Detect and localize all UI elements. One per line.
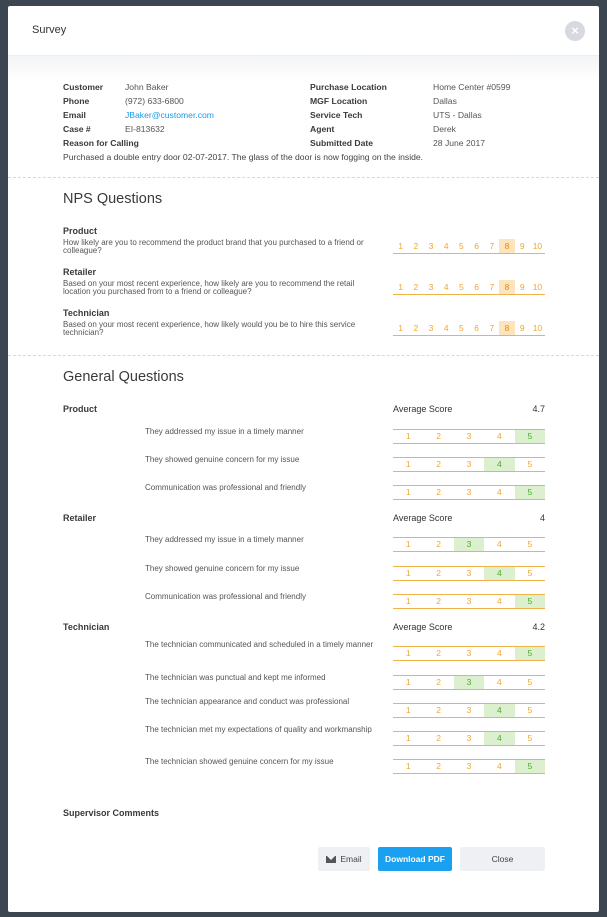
nps-heading: NPS Questions	[63, 191, 163, 207]
rating-option[interactable]: 2	[436, 487, 441, 497]
rating-option[interactable]: 5	[459, 282, 464, 292]
general-question: They addressed my issue in a timely manner	[145, 427, 304, 436]
general-question: Communication was professional and friendly	[145, 483, 306, 492]
email-label: Email	[63, 110, 86, 120]
rating-option[interactable]: 3	[466, 459, 472, 469]
rating-option[interactable]: 7	[489, 241, 495, 251]
rating-option[interactable]: 2	[436, 705, 441, 715]
agent-label: Agent	[310, 124, 335, 134]
rating-option[interactable]: 3	[466, 705, 472, 715]
general-category: Retailer	[63, 513, 97, 523]
rating-option[interactable]: 6	[474, 323, 479, 333]
general-rating-scale	[393, 485, 545, 500]
rating-option[interactable]: 6	[474, 241, 479, 251]
download-pdf-button[interactable]: Download PDF	[378, 847, 452, 871]
rating-option[interactable]: 4	[484, 732, 514, 745]
general-question: Communication was professional and friendly	[145, 592, 306, 601]
rating-option[interactable]: 2	[436, 459, 441, 469]
general-category: Technician	[63, 622, 110, 632]
rating-option[interactable]: 5	[527, 705, 533, 715]
service-tech-value: UTS - Dallas	[433, 110, 482, 120]
rating-option[interactable]: 10	[532, 241, 543, 251]
rating-option[interactable]: 2	[436, 677, 441, 687]
email-link[interactable]: JBaker@customer.com	[125, 110, 214, 120]
nps-category: Product	[63, 226, 98, 236]
rating-option[interactable]: 4	[497, 596, 502, 606]
general-rating-scale	[393, 731, 545, 746]
rating-option[interactable]: 5	[527, 677, 533, 687]
rating-option[interactable]: 1	[398, 241, 403, 251]
average-score	[393, 513, 545, 523]
average-score-label: Average Score	[393, 404, 453, 414]
average-score-value: 4	[539, 513, 545, 523]
email-button[interactable]	[318, 847, 370, 871]
rating-option[interactable]: 2	[436, 761, 441, 771]
rating-option[interactable]: 1	[398, 282, 403, 292]
average-score	[393, 404, 545, 414]
rating-option[interactable]: 4	[497, 431, 502, 441]
rating-option[interactable]: 10	[532, 323, 543, 333]
rating-option[interactable]: 7	[489, 282, 495, 292]
submitted-date-label: Submitted Date	[310, 138, 374, 148]
submitted-date-value: 28 June 2017	[433, 138, 486, 148]
customer-value: John Baker	[125, 82, 169, 92]
rating-option[interactable]: 3	[466, 733, 472, 743]
rating-option[interactable]: 1	[405, 761, 411, 771]
rating-option[interactable]: 1	[405, 539, 411, 549]
case-number-label: Case #	[63, 124, 91, 134]
nps-category: Retailer	[63, 267, 97, 277]
rating-option[interactable]: 3	[466, 568, 472, 578]
agent-value: Derek	[433, 124, 456, 134]
rating-option[interactable]: 2	[413, 241, 419, 251]
rating-option[interactable]: 4	[484, 567, 514, 580]
average-score	[393, 622, 545, 632]
rating-option[interactable]: 6	[474, 282, 479, 292]
rating-option[interactable]: 2	[436, 539, 441, 549]
rating-option[interactable]: 9	[519, 282, 525, 292]
rating-option[interactable]: 5	[527, 568, 533, 578]
reason-label: Reason for Calling	[63, 138, 139, 148]
rating-option[interactable]: 4	[443, 282, 449, 292]
rating-option[interactable]: 7	[489, 323, 495, 333]
general-rating-scale	[393, 759, 545, 774]
case-number-value: EI-813632	[125, 124, 165, 134]
rating-option[interactable]: 1	[405, 596, 411, 606]
rating-option[interactable]: 1	[405, 705, 411, 715]
nps-rating-scale	[393, 239, 545, 254]
mgf-location-value: Dallas	[433, 96, 457, 106]
rating-option[interactable]: 5	[515, 430, 545, 443]
rating-option[interactable]: 3	[466, 487, 472, 497]
average-score-value: 4.2	[532, 622, 545, 632]
rating-option[interactable]: 3	[466, 431, 472, 441]
rating-option[interactable]: 2	[436, 596, 441, 606]
general-rating-scale	[393, 594, 545, 609]
rating-option[interactable]: 4	[497, 539, 502, 549]
general-rating-scale	[393, 646, 545, 661]
general-rating-scale	[393, 537, 545, 552]
envelope-icon	[326, 856, 336, 863]
rating-option[interactable]: 1	[405, 431, 411, 441]
general-question: The technician met my expectations of quality and workmanship	[145, 725, 372, 734]
general-heading: General Questions	[63, 369, 184, 385]
reason-note: Purchased a double entry door 02-07-2017. The glass of the door is now fogging on the inside.	[63, 152, 424, 162]
mgf-location-label: MGF Location	[310, 96, 368, 106]
general-category: Product	[63, 404, 98, 414]
rating-option[interactable]: 3	[466, 761, 472, 771]
email-button-label: Email	[340, 854, 362, 864]
nps-category: Technician	[63, 308, 110, 318]
average-score-label: Average Score	[393, 622, 453, 632]
rating-option[interactable]: 3	[466, 648, 472, 658]
general-question: They showed genuine concern for my issue	[145, 564, 300, 573]
rating-option[interactable]: 5	[527, 539, 533, 549]
rating-option[interactable]: 2	[413, 282, 419, 292]
rating-option[interactable]: 3	[428, 241, 434, 251]
rating-option[interactable]: 4	[484, 458, 514, 471]
rating-option[interactable]: 3	[454, 538, 484, 551]
nps-rating-scale	[393, 280, 545, 295]
rating-option[interactable]: 5	[515, 595, 545, 608]
rating-option[interactable]: 5	[459, 323, 464, 333]
general-question: They addressed my issue in a timely manner	[145, 535, 304, 544]
general-rating-scale	[393, 429, 545, 444]
rating-option[interactable]: 1	[398, 323, 403, 333]
rating-option[interactable]: 2	[436, 648, 441, 658]
modal-title: Survey	[32, 24, 67, 36]
rating-option[interactable]: 5	[515, 486, 545, 499]
rating-option[interactable]: 2	[436, 733, 441, 743]
divider	[8, 177, 599, 178]
rating-option[interactable]: 3	[428, 323, 434, 333]
rating-option[interactable]: 2	[436, 431, 441, 441]
rating-option[interactable]: 5	[459, 241, 464, 251]
rating-option[interactable]: 8	[499, 280, 514, 294]
rating-option[interactable]: 4	[497, 648, 502, 658]
phone-value: (972) 633-6800	[125, 96, 184, 106]
customer-label: Customer	[63, 82, 104, 92]
general-question: The technician showed genuine concern for my issue	[145, 757, 334, 766]
rating-option[interactable]: 4	[497, 761, 502, 771]
rating-option[interactable]: 4	[443, 241, 449, 251]
modal-header	[8, 6, 599, 56]
rating-option[interactable]: 1	[405, 677, 411, 687]
rating-option[interactable]: 1	[405, 733, 411, 743]
rating-option[interactable]: 1	[405, 648, 411, 658]
purchase-location-label: Purchase Location	[310, 82, 387, 92]
close-icon[interactable]: ×	[565, 21, 585, 41]
nps-rating-scale	[393, 321, 545, 336]
average-score-label: Average Score	[393, 513, 453, 523]
service-tech-label: Service Tech	[310, 110, 363, 120]
supervisor-comments-label: Supervisor Comments	[63, 808, 160, 818]
general-question: The technician communicated and scheduled in a timely manner	[145, 640, 374, 649]
rating-option[interactable]: 1	[405, 487, 411, 497]
general-question: The technician appearance and conduct was professional	[145, 697, 350, 706]
rating-option[interactable]: 5	[527, 459, 533, 469]
rating-option[interactable]: 1	[405, 459, 411, 469]
general-rating-scale	[393, 457, 545, 472]
survey-modal	[8, 6, 599, 912]
case-info	[63, 82, 553, 162]
rating-option[interactable]: 10	[532, 282, 543, 292]
rating-option[interactable]: 2	[413, 323, 419, 333]
rating-option[interactable]: 5	[527, 733, 533, 743]
rating-option[interactable]: 9	[519, 323, 525, 333]
rating-option[interactable]: 3	[454, 676, 484, 689]
general-question: The technician was punctual and kept me informed	[145, 673, 326, 682]
purchase-location-value: Home Center #0599	[433, 82, 511, 92]
general-rating-scale	[393, 675, 545, 690]
rating-option[interactable]: 3	[428, 282, 434, 292]
rating-option[interactable]: 8	[499, 321, 514, 335]
general-rating-scale	[393, 566, 545, 581]
average-score-value: 4.7	[532, 404, 545, 414]
general-question: They showed genuine concern for my issue	[145, 455, 300, 464]
rating-option[interactable]: 8	[499, 239, 514, 253]
nps-question: Based on your most recent experience, how likely are you to recommend the retail location you purchased from to a friend or colleague?	[63, 279, 355, 296]
nps-question: Based on your most recent experience, how likely would you be to hire this service technician?	[63, 320, 356, 337]
general-rating-scale	[393, 703, 545, 718]
rating-option[interactable]: 5	[515, 647, 545, 660]
rating-option[interactable]: 9	[519, 241, 525, 251]
phone-label: Phone	[63, 96, 90, 106]
nps-question: How likely are you to recommend the product brand that you purchased to a friend or colleague?	[63, 238, 364, 255]
rating-option[interactable]: 4	[443, 323, 449, 333]
rating-option[interactable]: 2	[436, 568, 441, 578]
divider	[8, 355, 599, 356]
rating-option[interactable]: 4	[497, 677, 502, 687]
rating-option[interactable]: 3	[466, 596, 472, 606]
rating-option[interactable]: 5	[515, 760, 545, 773]
header-shade	[8, 56, 599, 82]
rating-option[interactable]: 1	[405, 568, 411, 578]
close-button[interactable]: Close	[460, 847, 545, 871]
rating-option[interactable]: 4	[497, 487, 502, 497]
rating-option[interactable]: 4	[484, 704, 514, 717]
